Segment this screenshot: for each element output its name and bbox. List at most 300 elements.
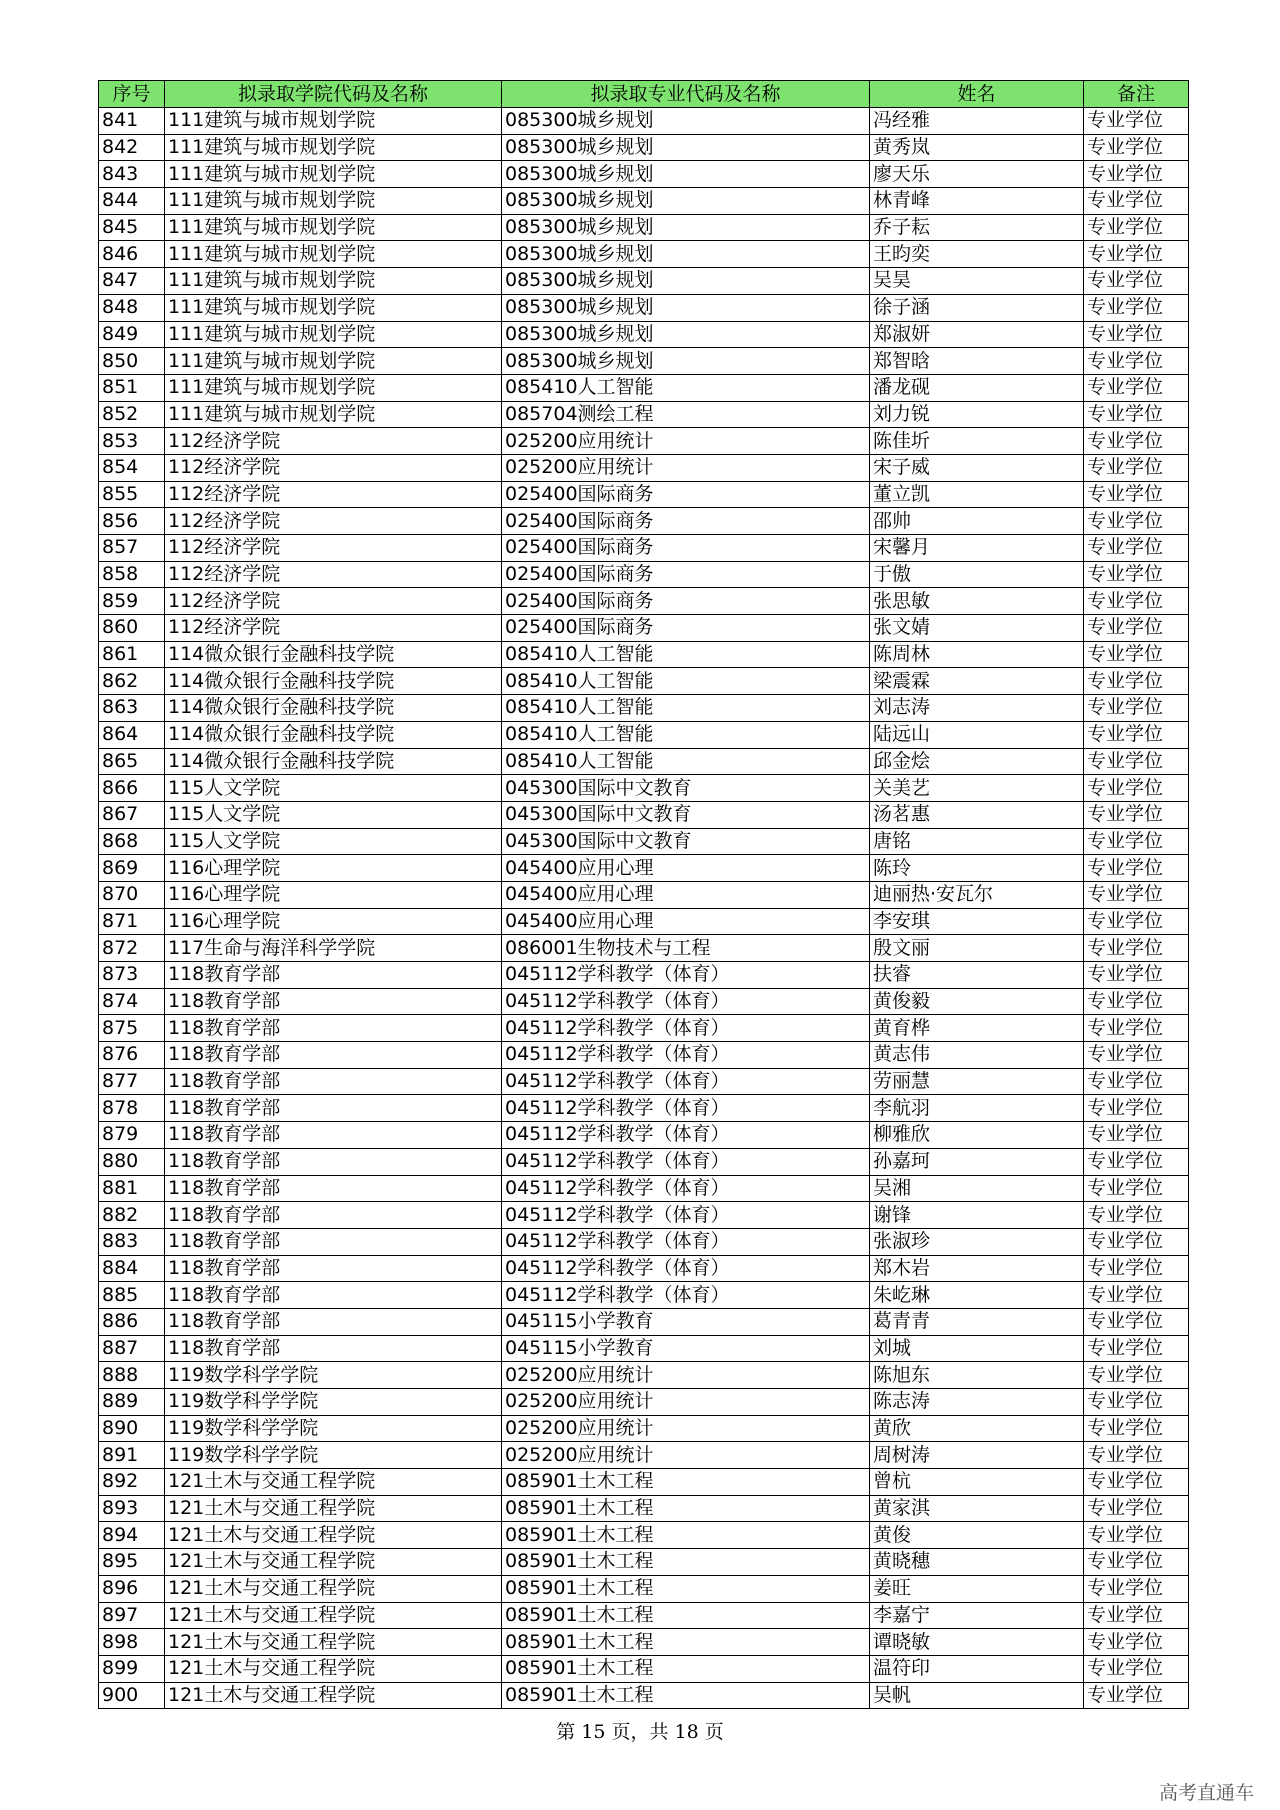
cell-note: 专业学位: [1084, 1469, 1189, 1496]
cell-name: 黄家淇: [870, 1495, 1084, 1522]
table-row: [99, 828, 1189, 855]
cell-name: 吴湘: [870, 1175, 1084, 1202]
table-row: [99, 241, 1189, 268]
cell-major: 025400国际商务: [502, 615, 870, 642]
cell-index: 841: [99, 108, 165, 135]
cell-name: 温符印: [870, 1655, 1084, 1682]
cell-major: 085901土木工程: [502, 1682, 870, 1709]
cell-major: 045112学科教学（体育）: [502, 1255, 870, 1282]
cell-major: 045112学科教学（体育）: [502, 1122, 870, 1149]
table-row: [99, 268, 1189, 295]
table-row: [99, 321, 1189, 348]
cell-note: 专业学位: [1084, 748, 1189, 775]
cell-note: 专业学位: [1084, 668, 1189, 695]
cell-index: 842: [99, 134, 165, 161]
cell-note: 专业学位: [1084, 1549, 1189, 1576]
cell-index: 884: [99, 1255, 165, 1282]
cell-college: 111建筑与城市规划学院: [165, 188, 502, 215]
table-header-row: [99, 81, 1189, 108]
cell-index: 893: [99, 1495, 165, 1522]
cell-note: 专业学位: [1084, 828, 1189, 855]
cell-major: 045112学科教学（体育）: [502, 1282, 870, 1309]
cell-major: 045400应用心理: [502, 881, 870, 908]
cell-college: 114微众银行金融科技学院: [165, 641, 502, 668]
cell-note: 专业学位: [1084, 1308, 1189, 1335]
cell-note: 专业学位: [1084, 268, 1189, 295]
cell-college: 111建筑与城市规划学院: [165, 108, 502, 135]
table-row: [99, 1442, 1189, 1469]
cell-note: 专业学位: [1084, 188, 1189, 215]
cell-college: 112经济学院: [165, 454, 502, 481]
cell-note: 专业学位: [1084, 1629, 1189, 1656]
cell-name: 林青峰: [870, 188, 1084, 215]
table-row: [99, 1549, 1189, 1576]
cell-note: 专业学位: [1084, 1575, 1189, 1602]
cell-index: 857: [99, 535, 165, 562]
cell-note: 专业学位: [1084, 1682, 1189, 1709]
cell-college: 112经济学院: [165, 615, 502, 642]
cell-name: 陈周林: [870, 641, 1084, 668]
table-row: [99, 1655, 1189, 1682]
cell-name: 乔子耘: [870, 214, 1084, 241]
cell-index: 895: [99, 1549, 165, 1576]
cell-index: 848: [99, 294, 165, 321]
cell-note: 专业学位: [1084, 641, 1189, 668]
cell-name: 朱屹琳: [870, 1282, 1084, 1309]
cell-college: 114微众银行金融科技学院: [165, 668, 502, 695]
cell-college: 118教育学部: [165, 1175, 502, 1202]
cell-name: 陈佳圻: [870, 428, 1084, 455]
cell-index: 874: [99, 988, 165, 1015]
cell-college: 111建筑与城市规划学院: [165, 134, 502, 161]
cell-name: 黄俊: [870, 1522, 1084, 1549]
cell-major: 085300城乡规划: [502, 321, 870, 348]
cell-index: 851: [99, 374, 165, 401]
cell-major: 085901土木工程: [502, 1655, 870, 1682]
cell-major: 085300城乡规划: [502, 161, 870, 188]
table-row: [99, 1389, 1189, 1416]
cell-index: 882: [99, 1202, 165, 1229]
cell-major: 085901土木工程: [502, 1469, 870, 1496]
cell-college: 118教育学部: [165, 1202, 502, 1229]
cell-college: 118教育学部: [165, 1255, 502, 1282]
table-row: [99, 561, 1189, 588]
cell-note: 专业学位: [1084, 214, 1189, 241]
table-row: [99, 988, 1189, 1015]
cell-name: 王昀奕: [870, 241, 1084, 268]
cell-note: 专业学位: [1084, 508, 1189, 535]
table-row: [99, 935, 1189, 962]
table-row: [99, 1602, 1189, 1629]
cell-note: 专业学位: [1084, 1175, 1189, 1202]
cell-college: 118教育学部: [165, 1042, 502, 1069]
table-row: [99, 508, 1189, 535]
cell-major: 045112学科教学（体育）: [502, 1095, 870, 1122]
cell-index: 894: [99, 1522, 165, 1549]
table-row: [99, 1629, 1189, 1656]
cell-major: 025400国际商务: [502, 535, 870, 562]
cell-index: 864: [99, 721, 165, 748]
cell-major: 085300城乡规划: [502, 294, 870, 321]
cell-major: 025200应用统计: [502, 454, 870, 481]
cell-index: 886: [99, 1308, 165, 1335]
cell-major: 086001生物技术与工程: [502, 935, 870, 962]
cell-name: 葛青青: [870, 1308, 1084, 1335]
cell-index: 883: [99, 1228, 165, 1255]
cell-index: 876: [99, 1042, 165, 1069]
cell-name: 徐子涵: [870, 294, 1084, 321]
cell-index: 873: [99, 962, 165, 989]
cell-college: 117生命与海洋科学学院: [165, 935, 502, 962]
cell-major: 085410人工智能: [502, 374, 870, 401]
cell-college: 118教育学部: [165, 1335, 502, 1362]
cell-college: 114微众银行金融科技学院: [165, 695, 502, 722]
cell-college: 112经济学院: [165, 428, 502, 455]
cell-major: 085300城乡规划: [502, 214, 870, 241]
cell-college: 121土木与交通工程学院: [165, 1629, 502, 1656]
cell-college: 112经济学院: [165, 588, 502, 615]
cell-index: 888: [99, 1362, 165, 1389]
cell-index: 858: [99, 561, 165, 588]
cell-index: 869: [99, 855, 165, 882]
cell-name: 黄晓穗: [870, 1549, 1084, 1576]
cell-name: 黄秀岚: [870, 134, 1084, 161]
cell-name: 李安琪: [870, 908, 1084, 935]
table-row: [99, 1042, 1189, 1069]
cell-major: 085901土木工程: [502, 1522, 870, 1549]
cell-major: 085410人工智能: [502, 748, 870, 775]
cell-major: 045112学科教学（体育）: [502, 1175, 870, 1202]
cell-index: 844: [99, 188, 165, 215]
cell-note: 专业学位: [1084, 1389, 1189, 1416]
cell-college: 112经济学院: [165, 535, 502, 562]
cell-name: 迪丽热·安瓦尔: [870, 881, 1084, 908]
header-major: 拟录取专业代码及名称: [502, 81, 870, 108]
table-row: [99, 535, 1189, 562]
cell-note: 专业学位: [1084, 801, 1189, 828]
cell-note: 专业学位: [1084, 588, 1189, 615]
cell-college: 111建筑与城市规划学院: [165, 161, 502, 188]
cell-college: 121土木与交通工程学院: [165, 1575, 502, 1602]
cell-index: 899: [99, 1655, 165, 1682]
table-row: [99, 1522, 1189, 1549]
cell-note: 专业学位: [1084, 988, 1189, 1015]
cell-index: 846: [99, 241, 165, 268]
cell-index: 852: [99, 401, 165, 428]
cell-major: 025400国际商务: [502, 481, 870, 508]
cell-note: 专业学位: [1084, 294, 1189, 321]
cell-index: 867: [99, 801, 165, 828]
table-row: [99, 1068, 1189, 1095]
cell-major: 085901土木工程: [502, 1629, 870, 1656]
cell-major: 085300城乡规划: [502, 241, 870, 268]
cell-note: 专业学位: [1084, 161, 1189, 188]
cell-major: 085300城乡规划: [502, 134, 870, 161]
table-row: [99, 1335, 1189, 1362]
cell-major: 045115小学教育: [502, 1335, 870, 1362]
cell-index: 892: [99, 1469, 165, 1496]
cell-major: 025400国际商务: [502, 561, 870, 588]
cell-note: 专业学位: [1084, 1255, 1189, 1282]
cell-college: 115人文学院: [165, 801, 502, 828]
cell-index: 871: [99, 908, 165, 935]
cell-name: 梁震霖: [870, 668, 1084, 695]
cell-major: 045112学科教学（体育）: [502, 1148, 870, 1175]
cell-index: 870: [99, 881, 165, 908]
table-body: [99, 108, 1189, 1709]
cell-college: 111建筑与城市规划学院: [165, 374, 502, 401]
cell-index: 865: [99, 748, 165, 775]
cell-college: 111建筑与城市规划学院: [165, 321, 502, 348]
cell-note: 专业学位: [1084, 1362, 1189, 1389]
table-row: [99, 161, 1189, 188]
cell-name: 谭晓敏: [870, 1629, 1084, 1656]
cell-college: 118教育学部: [165, 1122, 502, 1149]
table-row: [99, 1148, 1189, 1175]
cell-major: 085410人工智能: [502, 695, 870, 722]
cell-name: 曾杭: [870, 1469, 1084, 1496]
cell-name: 董立凯: [870, 481, 1084, 508]
cell-index: 863: [99, 695, 165, 722]
cell-college: 114微众银行金融科技学院: [165, 721, 502, 748]
cell-note: 专业学位: [1084, 241, 1189, 268]
cell-college: 121土木与交通工程学院: [165, 1469, 502, 1496]
cell-name: 陈志涛: [870, 1389, 1084, 1416]
cell-college: 118教育学部: [165, 1228, 502, 1255]
cell-major: 045400应用心理: [502, 908, 870, 935]
cell-name: 关美艺: [870, 775, 1084, 802]
table-row: [99, 1415, 1189, 1442]
cell-index: 875: [99, 1015, 165, 1042]
table-row: [99, 374, 1189, 401]
cell-name: 李嘉宁: [870, 1602, 1084, 1629]
cell-name: 孙嘉珂: [870, 1148, 1084, 1175]
table-row: [99, 1255, 1189, 1282]
cell-note: 专业学位: [1084, 1655, 1189, 1682]
table-row: [99, 801, 1189, 828]
cell-index: 891: [99, 1442, 165, 1469]
watermark: 高考直通车: [1158, 1782, 1254, 1804]
cell-name: 邵帅: [870, 508, 1084, 535]
cell-name: 黄育桦: [870, 1015, 1084, 1042]
cell-college: 119数学科学学院: [165, 1362, 502, 1389]
cell-college: 121土木与交通工程学院: [165, 1655, 502, 1682]
cell-name: 刘志涛: [870, 695, 1084, 722]
cell-name: 郑智晗: [870, 348, 1084, 375]
cell-name: 宋馨月: [870, 535, 1084, 562]
cell-college: 119数学科学学院: [165, 1389, 502, 1416]
table-row: [99, 1495, 1189, 1522]
table-row: [99, 401, 1189, 428]
table-row: [99, 1015, 1189, 1042]
cell-major: 045112学科教学（体育）: [502, 1015, 870, 1042]
cell-college: 121土木与交通工程学院: [165, 1549, 502, 1576]
cell-note: 专业学位: [1084, 481, 1189, 508]
cell-college: 121土木与交通工程学院: [165, 1682, 502, 1709]
cell-major: 025400国际商务: [502, 508, 870, 535]
cell-name: 潘龙砚: [870, 374, 1084, 401]
cell-name: 黄志伟: [870, 1042, 1084, 1069]
cell-major: 085300城乡规划: [502, 188, 870, 215]
cell-major: 085410人工智能: [502, 668, 870, 695]
cell-major: 045115小学教育: [502, 1308, 870, 1335]
cell-name: 邱金烩: [870, 748, 1084, 775]
cell-note: 专业学位: [1084, 1068, 1189, 1095]
cell-note: 专业学位: [1084, 695, 1189, 722]
cell-index: 878: [99, 1095, 165, 1122]
cell-name: 柳雅欣: [870, 1122, 1084, 1149]
cell-index: 856: [99, 508, 165, 535]
table-row: [99, 348, 1189, 375]
cell-major: 085901土木工程: [502, 1575, 870, 1602]
cell-index: 843: [99, 161, 165, 188]
cell-note: 专业学位: [1084, 775, 1189, 802]
cell-major: 045112学科教学（体育）: [502, 1068, 870, 1095]
cell-college: 119数学科学学院: [165, 1442, 502, 1469]
cell-note: 专业学位: [1084, 561, 1189, 588]
cell-index: 896: [99, 1575, 165, 1602]
cell-index: 861: [99, 641, 165, 668]
cell-index: 879: [99, 1122, 165, 1149]
table-row: [99, 641, 1189, 668]
cell-index: 855: [99, 481, 165, 508]
cell-major: 045112学科教学（体育）: [502, 1042, 870, 1069]
cell-major: 085300城乡规划: [502, 348, 870, 375]
table-row: [99, 615, 1189, 642]
cell-index: 847: [99, 268, 165, 295]
cell-college: 112经济学院: [165, 481, 502, 508]
cell-college: 112经济学院: [165, 561, 502, 588]
cell-note: 专业学位: [1084, 374, 1189, 401]
cell-college: 118教育学部: [165, 1282, 502, 1309]
cell-college: 119数学科学学院: [165, 1415, 502, 1442]
table-row: [99, 1469, 1189, 1496]
cell-college: 116心理学院: [165, 881, 502, 908]
cell-college: 115人文学院: [165, 828, 502, 855]
cell-index: 889: [99, 1389, 165, 1416]
cell-note: 专业学位: [1084, 1495, 1189, 1522]
cell-index: 890: [99, 1415, 165, 1442]
cell-college: 118教育学部: [165, 1015, 502, 1042]
cell-major: 025200应用统计: [502, 1415, 870, 1442]
cell-note: 专业学位: [1084, 721, 1189, 748]
cell-major: 045112学科教学（体育）: [502, 1228, 870, 1255]
cell-name: 冯经雅: [870, 108, 1084, 135]
cell-note: 专业学位: [1084, 935, 1189, 962]
cell-note: 专业学位: [1084, 321, 1189, 348]
cell-index: 845: [99, 214, 165, 241]
cell-note: 专业学位: [1084, 1042, 1189, 1069]
table-row: [99, 1122, 1189, 1149]
cell-college: 121土木与交通工程学院: [165, 1522, 502, 1549]
table-row: [99, 962, 1189, 989]
cell-major: 045112学科教学（体育）: [502, 962, 870, 989]
table-row: [99, 1282, 1189, 1309]
table-row: [99, 695, 1189, 722]
table-row: [99, 1228, 1189, 1255]
cell-index: 854: [99, 454, 165, 481]
cell-note: 专业学位: [1084, 881, 1189, 908]
cell-college: 118教育学部: [165, 1068, 502, 1095]
cell-note: 专业学位: [1084, 1415, 1189, 1442]
table-row: [99, 748, 1189, 775]
cell-major: 085901土木工程: [502, 1602, 870, 1629]
cell-index: 860: [99, 615, 165, 642]
cell-note: 专业学位: [1084, 1148, 1189, 1175]
table-row: [99, 1202, 1189, 1229]
cell-note: 专业学位: [1084, 535, 1189, 562]
table-row: [99, 1308, 1189, 1335]
cell-name: 宋子威: [870, 454, 1084, 481]
cell-note: 专业学位: [1084, 454, 1189, 481]
cell-college: 118教育学部: [165, 1095, 502, 1122]
admission-table: [98, 80, 1189, 1709]
cell-college: 111建筑与城市规划学院: [165, 401, 502, 428]
table-row: [99, 454, 1189, 481]
table-row: [99, 481, 1189, 508]
cell-college: 121土木与交通工程学院: [165, 1602, 502, 1629]
cell-college: 118教育学部: [165, 1308, 502, 1335]
cell-note: 专业学位: [1084, 1602, 1189, 1629]
cell-index: 862: [99, 668, 165, 695]
cell-name: 张淑珍: [870, 1228, 1084, 1255]
cell-major: 025200应用统计: [502, 1362, 870, 1389]
table-row: [99, 775, 1189, 802]
cell-index: 859: [99, 588, 165, 615]
cell-name: 陆远山: [870, 721, 1084, 748]
cell-index: 877: [99, 1068, 165, 1095]
cell-index: 872: [99, 935, 165, 962]
table-row: [99, 1575, 1189, 1602]
header-name: 姓名: [870, 81, 1084, 108]
table-row: [99, 1682, 1189, 1709]
cell-major: 045400应用心理: [502, 855, 870, 882]
cell-index: 868: [99, 828, 165, 855]
table-row: [99, 881, 1189, 908]
cell-name: 黄欣: [870, 1415, 1084, 1442]
cell-index: 881: [99, 1175, 165, 1202]
cell-note: 专业学位: [1084, 1122, 1189, 1149]
table-row: [99, 721, 1189, 748]
cell-index: 885: [99, 1282, 165, 1309]
table-row: [99, 1095, 1189, 1122]
cell-name: 劳丽慧: [870, 1068, 1084, 1095]
cell-college: 111建筑与城市规划学院: [165, 268, 502, 295]
cell-index: 849: [99, 321, 165, 348]
cell-name: 陈玲: [870, 855, 1084, 882]
cell-name: 刘力锐: [870, 401, 1084, 428]
cell-name: 于傲: [870, 561, 1084, 588]
cell-name: 吴帆: [870, 1682, 1084, 1709]
table-row: [99, 108, 1189, 135]
cell-name: 汤茗惠: [870, 801, 1084, 828]
cell-major: 025200应用统计: [502, 1389, 870, 1416]
table-row: [99, 188, 1189, 215]
cell-major: 025200应用统计: [502, 428, 870, 455]
cell-name: 姜旺: [870, 1575, 1084, 1602]
table-row: [99, 134, 1189, 161]
cell-college: 115人文学院: [165, 775, 502, 802]
cell-note: 专业学位: [1084, 908, 1189, 935]
cell-college: 112经济学院: [165, 508, 502, 535]
cell-note: 专业学位: [1084, 108, 1189, 135]
page-footer: 第 15 页，共 18 页: [556, 1721, 724, 1743]
header-index: 序号: [99, 81, 165, 108]
cell-note: 专业学位: [1084, 401, 1189, 428]
cell-college: 114微众银行金融科技学院: [165, 748, 502, 775]
table-row: [99, 588, 1189, 615]
table-row: [99, 668, 1189, 695]
